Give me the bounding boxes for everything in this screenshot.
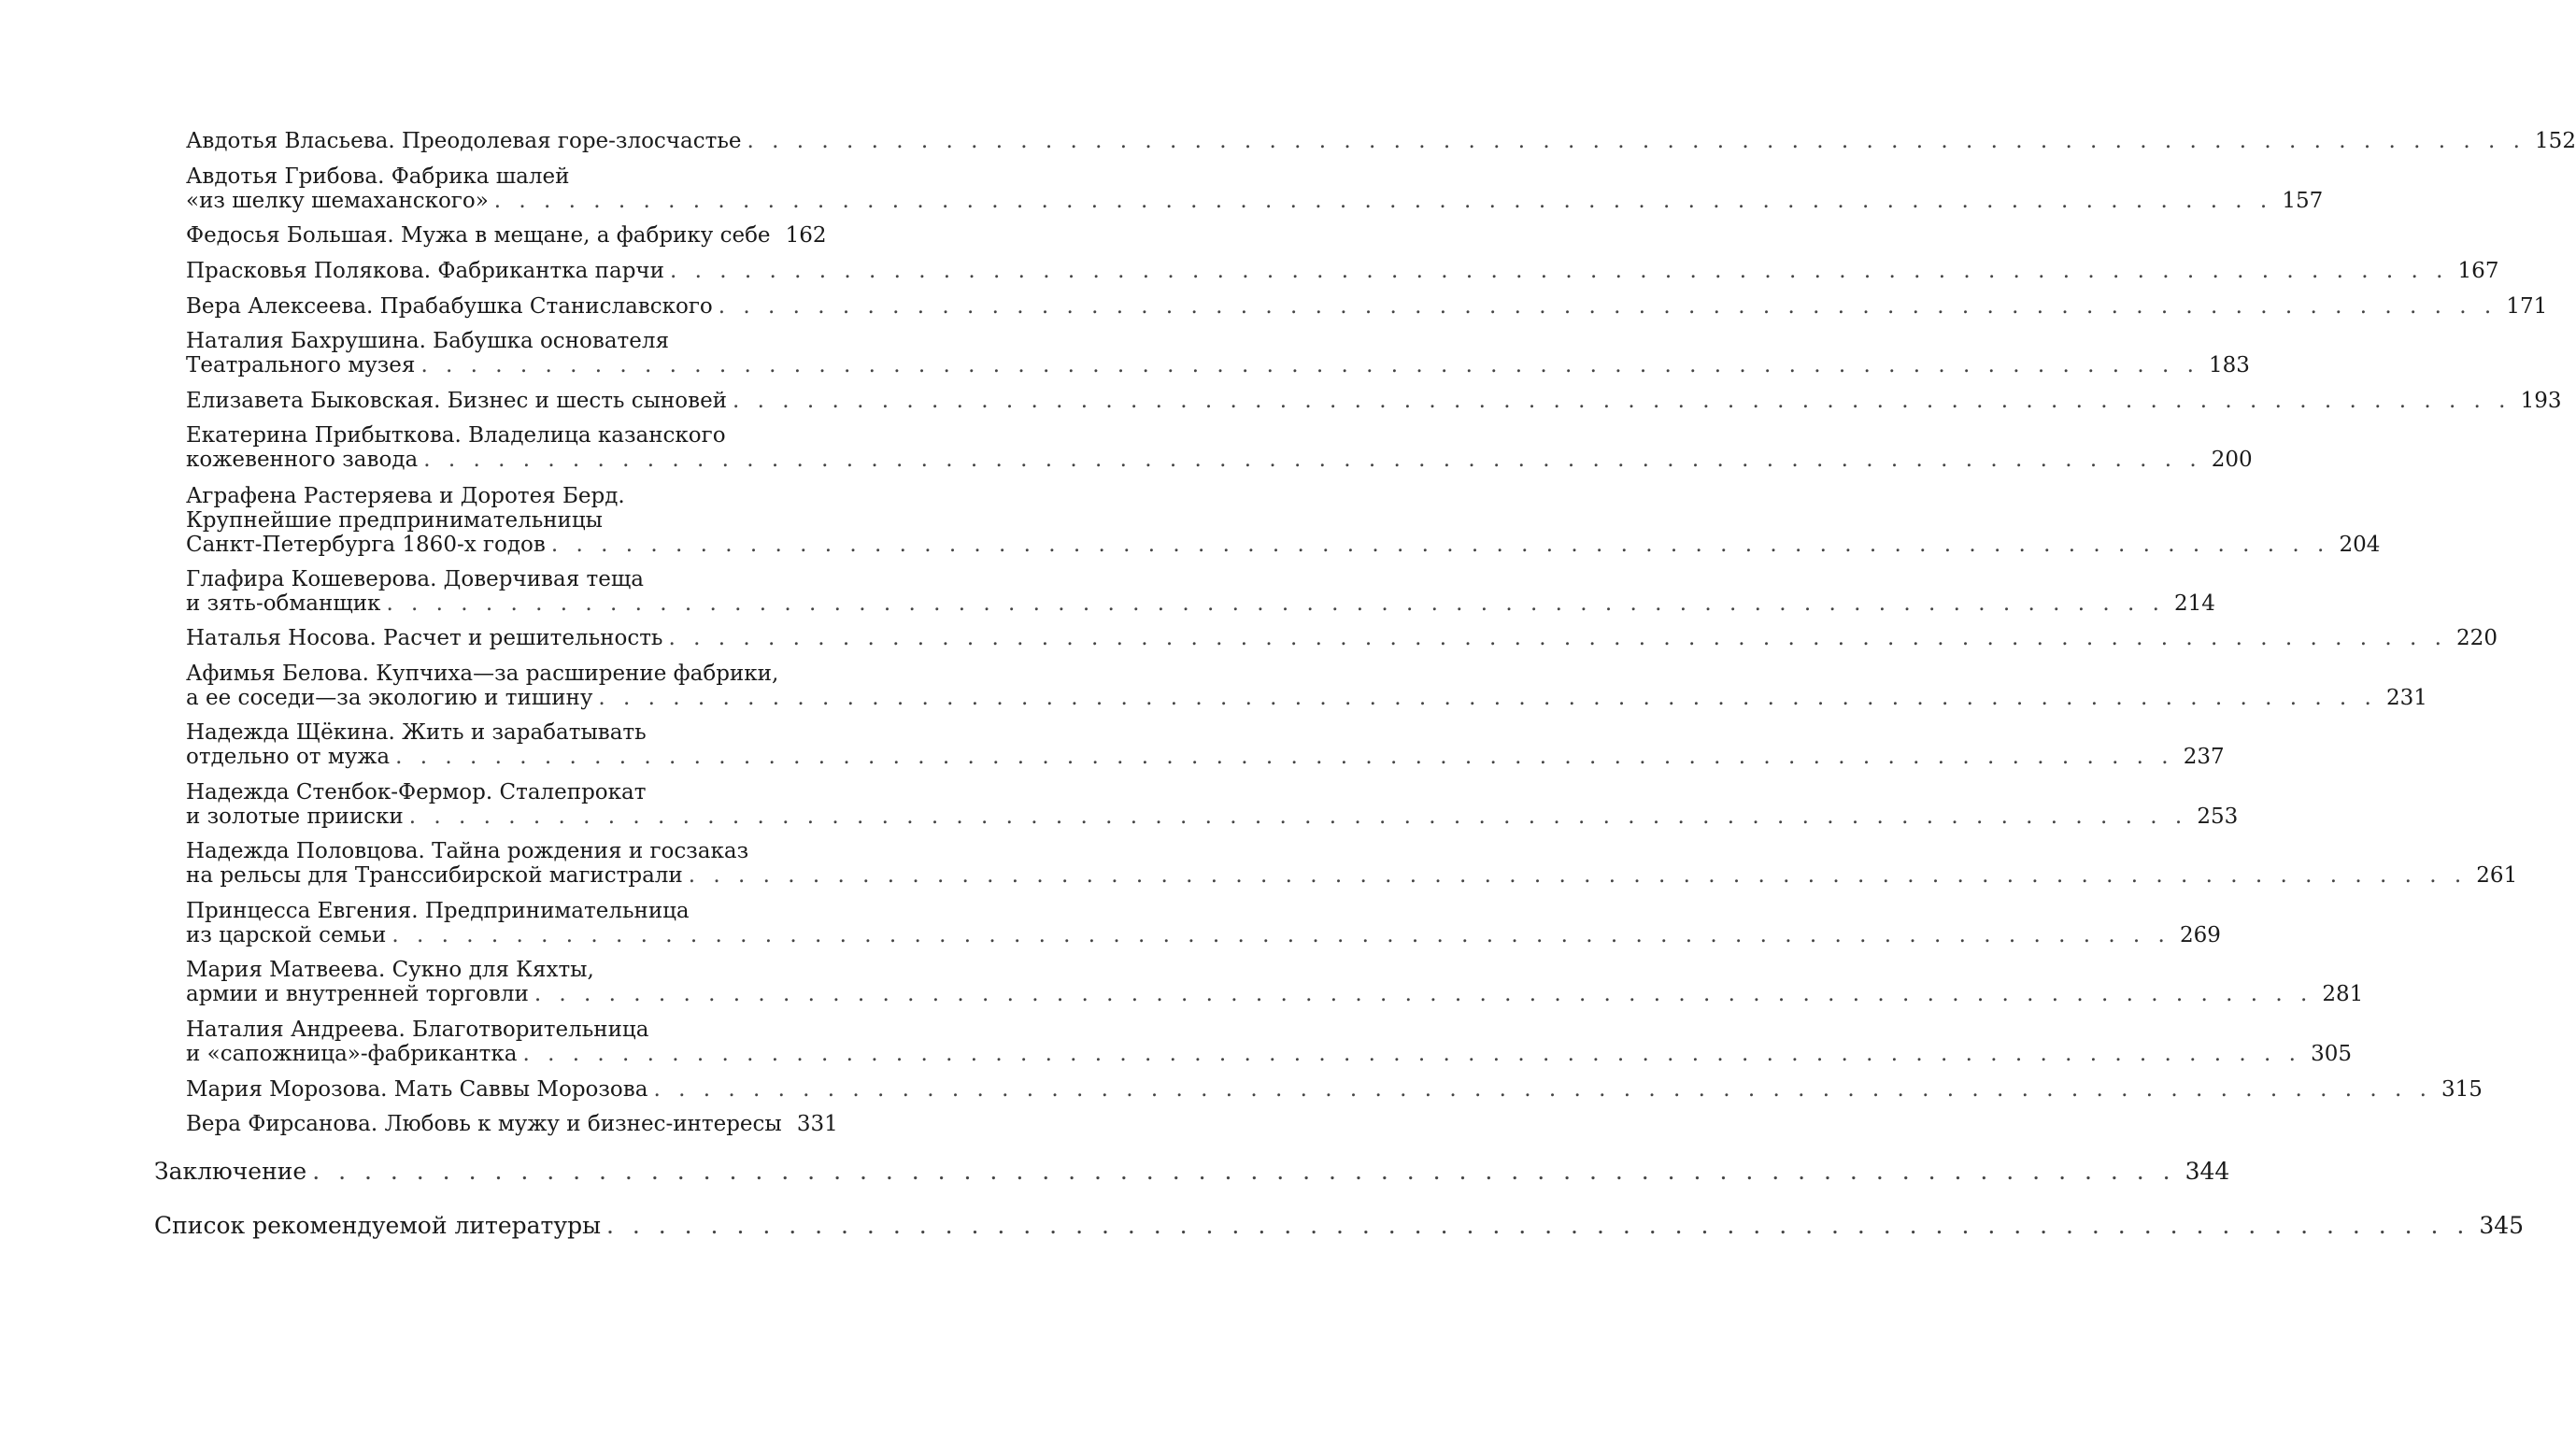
- toc-entry-title-line: Санкт-Петербурга 1860-х годов: [186, 533, 546, 557]
- toc-entry-title-line: Авдотья Власьева. Преодолевая горе-злосчастье: [186, 129, 742, 153]
- toc-entry[interactable]: [186, 259, 2499, 283]
- toc-entry-title-line: Надежда Стенбок-Фермор. Сталепрокат: [186, 780, 647, 804]
- toc-entry[interactable]: [186, 223, 827, 248]
- toc-entry[interactable]: [186, 780, 2239, 829]
- toc-entry[interactable]: [186, 662, 2427, 710]
- toc-entry-title-line: а ее соседи—за экологию и тишину: [186, 686, 593, 710]
- toc-entry[interactable]: [186, 958, 2364, 1006]
- toc-entry-page: 237: [2183, 745, 2225, 769]
- toc-entry-page: 344: [2185, 1158, 2230, 1185]
- toc-entry-title-line: Аграфена Растеряева и Доротея Берд.: [186, 484, 625, 508]
- toc-entry-page: 253: [2197, 804, 2239, 829]
- toc-entry-title-line: отдельно от мужа: [186, 745, 391, 769]
- toc-entry-page: 171: [2506, 294, 2548, 319]
- dot-leader: . . . . . . . . . . . . . . . . . . . . . . . . . . . . . . . . . . . . . . . . . . . . . . . . . . . . . . . . . . . . . . . . . . . . . . . .: [493, 189, 2273, 213]
- dot-leader: . . . . . . . . . . . . . . . . . . . . . . . . . . . . . . . . . . . . . . . . . . . . . . . . . . . . . . . . . . . . . . . . . . . . . . . .: [669, 259, 2449, 283]
- toc-entry-title-line: Афимья Белова. Купчиха—за расширение фабрики,: [186, 662, 779, 686]
- toc-entry-title-line: и «сапожница»-фабрикантка: [186, 1042, 518, 1066]
- toc-entry[interactable]: [186, 1112, 838, 1136]
- toc-entry-title-line: Наталья Носова. Расчет и решительность: [186, 626, 663, 650]
- dot-leader: . . . . . . . . . . . . . . . . . . . . . . . . . . . . . . . . . . . . . . . . . . . . . . . . . . . . . . . . . . . . . . . . . . . . . . . .: [522, 1042, 2301, 1066]
- dot-leader: . . . . . . . . . . . . . . . . . . . . . . . . . . . . . . . . . . . . . . . . . . . . . . . . . . . . . . . . . . . . . . . . . . . . . . . .: [598, 686, 2377, 710]
- toc-entry[interactable]: [186, 329, 2250, 377]
- toc-entry-title-line: Вера Алексеева. Прабабушка Станиславского: [186, 294, 713, 319]
- toc-entry-page: 315: [2441, 1077, 2483, 1102]
- toc-entry-title-line: из царской семьи: [186, 923, 387, 947]
- toc-entry-title-line: Мария Морозова. Мать Саввы Морозова: [186, 1077, 648, 1102]
- dot-leader: . . . . . . . . . . . . . . . . . . . . . . . . . . . . . . . . . . . . . . . . . . . . . . . . . . . . . . . . . . . . . . . . . . . . . . . .: [386, 591, 2165, 616]
- toc-entry-title-line: Надежда Щёкина. Жить и зарабатывать: [186, 720, 647, 745]
- toc-entry-page: 183: [2209, 353, 2250, 377]
- toc-entry-title-line: Вера Фирсанова. Любовь к мужу и бизнес-интересы: [186, 1112, 782, 1136]
- toc-entry-page: 261: [2476, 863, 2518, 888]
- toc-entry-title-line: Авдотья Грибова. Фабрика шалей: [186, 164, 570, 189]
- toc-entry-title-line: Федосья Большая. Мужа в мещане, а фабрику себе: [186, 223, 771, 248]
- dot-leader: . . . . . . . . . . . . . . . . . . . . . . . . . . . . . . . . . . . . . . . . . . . . . . . . . . . . . . . . . . . . . . . . . . . . . . . .: [408, 804, 2188, 829]
- toc-entry-title-line: и золотые прииски: [186, 804, 404, 829]
- toc-entry-page: 152: [2535, 129, 2576, 153]
- toc-entry-page: 193: [2520, 389, 2562, 413]
- dot-leader: . . . . . . . . . . . . . . . . . . . . . . . . . . . . . . . . . . . . . . . . . . . . . . . . . . . . . . . . . . . . . . . . . . . . . . . .: [395, 745, 2174, 769]
- toc-entry-page: 281: [2322, 982, 2364, 1006]
- dot-leader: . . . . . . . . . . . . . . . . . . . . . . . . . . . . . . . . . . . . . . . . . . . . . . . . . . . . . . . . . . . . . . . . . . . . . . . .: [688, 863, 2468, 888]
- toc-entry-page: 220: [2456, 626, 2498, 650]
- dot-leader: . . . . . . . . . . . . . . . . . . . . . . . . . . . . . . . . . . . . . . . . . . . . . . . . . . . . . . . . . . . . . . . . . . . . . . . .: [747, 129, 2526, 153]
- dot-leader: . . . . . . . . . . . . . . . . . . . . . . . . . . . . . . . . . . . . . . . . . . . . . . . . . . . . . . . . . . . . . . . . . . . . . . . .: [550, 533, 2330, 557]
- dot-leader: . . . . . . . . . . . . . . . . . . . . . . . . . . . . . . . . . . . . . . . . . . . . . . . . . . . . . . . . . . . . . . . . . . . . . . . .: [733, 389, 2512, 413]
- dot-leader: . . . . . . . . . . . . . . . . . . . . . . . . . . . . . . . . . . . . . . . . . . . . . . . . . . . . . . . . . . . . . . . . . . . . . . . .: [534, 982, 2313, 1006]
- toc-entry[interactable]: [186, 294, 2548, 319]
- toc-entry[interactable]: [186, 720, 2225, 769]
- toc-entry-title-line: Заключение: [154, 1158, 307, 1185]
- toc-entry-title-line: кожевенного завода: [186, 448, 419, 472]
- toc-entry[interactable]: [186, 129, 2576, 153]
- toc-entry-page: 167: [2457, 259, 2499, 283]
- toc-entry-title-line: Принцесса Евгения. Предпринимательница: [186, 899, 690, 923]
- toc-entry-title-line: Елизавета Быковская. Бизнес и шесть сыновей: [186, 389, 728, 413]
- dot-leader: . . . . . . . . . . . . . . . . . . . . . . . . . . . . . . . . . . . . . . . . . . . . . . . . . . . . . . . . . . . . . . . . . . . . . . . .: [420, 353, 2199, 377]
- dot-leader: . . . . . . . . . . . . . . . . . . . . . . . . . . . . . . . . . . . . . . . . . . . . . . . . . . . . . . . . . . . . . . . . . . . . . . . .: [668, 626, 2447, 650]
- dot-leader: . . . . . . . . . . . . . . . . . . . . . . . . . . . . . . . . . . . . . . . . . . . . . . . . . . . . . . . . . . . . . . . . . . . . . . . .: [605, 1212, 2470, 1239]
- dot-leader: . . . . . . . . . . . . . . . . . . . . . . . . . . . . . . . . . . . . . . . . . . . . . . . . . . . . . . . . . . . . . . . . . . . . . . . .: [391, 923, 2170, 947]
- toc-entry[interactable]: [186, 1018, 2352, 1066]
- toc-entry-title-line: на рельсы для Транссибирской магистрали: [186, 863, 683, 888]
- toc-entry-title-line: Мария Матвеева. Сукно для Кяхты,: [186, 958, 594, 982]
- toc-entry-page: 204: [2339, 533, 2381, 557]
- toc-entry[interactable]: [186, 484, 2381, 557]
- toc-entry-title-line: Наталия Андреева. Благотворительница: [186, 1018, 649, 1042]
- toc-entry-conclusion[interactable]: [154, 1158, 2230, 1185]
- toc-entry-page: 231: [2385, 686, 2427, 710]
- toc-entry-page: 214: [2174, 591, 2215, 616]
- toc-entry[interactable]: [186, 626, 2498, 650]
- toc-entry[interactable]: [186, 1077, 2483, 1102]
- dot-leader: . . . . . . . . . . . . . . . . . . . . . . . . . . . . . . . . . . . . . . . . . . . . . . . . . . . . . . . . . . . . . . . . . . . . . . . .: [653, 1077, 2432, 1102]
- toc-entry-title-line: Наталия Бахрушина. Бабушка основателя: [186, 329, 669, 353]
- toc-entry[interactable]: [186, 423, 2253, 472]
- toc-entry-title-line: Крупнейшие предпринимательницы: [186, 508, 603, 533]
- toc-entry-title-line: Глафира Кошеверова. Доверчивая теща: [186, 567, 644, 591]
- toc-entry-title-line: Театрального музея: [186, 353, 416, 377]
- toc-entry-page: 345: [2479, 1212, 2525, 1239]
- toc-entry[interactable]: [186, 164, 2324, 213]
- toc-entry-page: 331: [796, 1112, 838, 1136]
- toc-entry-title-line: «из шелку шемаханского»: [186, 189, 489, 213]
- toc-entry-page: 200: [2211, 448, 2253, 472]
- dot-leader: . . . . . . . . . . . . . . . . . . . . . . . . . . . . . . . . . . . . . . . . . . . . . . . . . . . . . . . . . . . . . . . . . . . . . . . .: [423, 448, 2202, 472]
- toc-entry[interactable]: [186, 567, 2215, 616]
- toc-entry[interactable]: [186, 839, 2518, 888]
- dot-leader: . . . . . . . . . . . . . . . . . . . . . . . . . . . . . . . . . . . . . . . . . . . . . . . . . . . . . . . . . . . . . . . . . . . . . . . .: [312, 1158, 2176, 1185]
- dot-leader: . . . . . . . . . . . . . . . . . . . . . . . . . . . . . . . . . . . . . . . . . . . . . . . . . . . . . . . . . . . . . . . . . . . . . . . .: [718, 294, 2498, 319]
- toc-entry-title-line: Прасковья Полякова. Фабрикантка парчи: [186, 259, 664, 283]
- toc-entry-title-line: и зять-обманщик: [186, 591, 381, 616]
- toc-entry-title-line: Екатерина Прибыткова. Владелица казанского: [186, 423, 726, 448]
- toc-entry-title-line: армии и внутренней торговли: [186, 982, 529, 1006]
- toc-entry-page: 269: [2179, 923, 2221, 947]
- toc-entry-title-line: Список рекомендуемой литературы: [154, 1212, 601, 1239]
- toc-entry[interactable]: [186, 899, 2221, 947]
- toc-entry-page: 157: [2282, 189, 2324, 213]
- toc-entry-title-line: Надежда Половцова. Тайна рождения и госзаказ: [186, 839, 749, 863]
- toc-entry-bibliography[interactable]: [154, 1212, 2525, 1239]
- toc-entry[interactable]: [186, 389, 2562, 413]
- toc-entry-page: 162: [785, 223, 827, 248]
- toc-entry-page: 305: [2311, 1042, 2352, 1066]
